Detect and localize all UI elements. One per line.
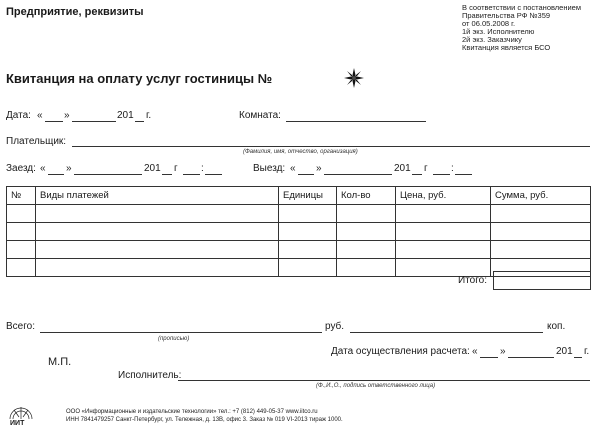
kop-label: коп. xyxy=(547,321,566,332)
printer-info-line: ИНН 7841479257 Санкт-Петербург, ул. Тележная, д. 13В, офис 3. Заказ № 019 VI-2013 тираж 1000. xyxy=(66,416,343,423)
settlement-day-field[interactable] xyxy=(480,357,498,358)
checkout-minute-field[interactable] xyxy=(455,174,472,175)
table-cell[interactable] xyxy=(279,205,337,223)
executor-hint: (Ф.,И.,О., подпись ответственного лица) xyxy=(316,383,436,389)
checkin-close-quote: » xyxy=(66,163,72,174)
payments-table xyxy=(6,186,591,277)
table-total-label: Итого: xyxy=(458,275,487,286)
settlement-year-prefix: 201 xyxy=(556,346,573,357)
grand-total-label: Всего: xyxy=(6,321,35,332)
checkout-year-prefix: 201 xyxy=(394,163,411,174)
checkout-label: Выезд: xyxy=(253,163,286,174)
checkin-minute-field[interactable] xyxy=(205,174,222,175)
star-icon xyxy=(344,68,364,88)
logo-text: ИИТ xyxy=(10,420,25,427)
checkin-colon: : xyxy=(201,163,204,174)
checkout-day-field[interactable] xyxy=(298,174,314,175)
date-open-quote: « xyxy=(37,110,43,121)
table-cell[interactable] xyxy=(491,223,591,241)
form-title: Квитанция на оплату услуг гостиницы № xyxy=(6,71,273,86)
rub-label: руб. xyxy=(325,321,345,332)
notice-line: 2й экз. Заказчику xyxy=(462,35,522,44)
table-cell[interactable] xyxy=(396,205,491,223)
col-header-price: Цена, руб. xyxy=(396,187,491,205)
checkin-day-field[interactable] xyxy=(48,174,64,175)
checkin-open-quote: « xyxy=(40,163,46,174)
col-header-payment-type: Виды платежей xyxy=(36,187,279,205)
grand-total-words-field[interactable] xyxy=(40,332,322,333)
checkout-year-suffix: г xyxy=(424,163,428,174)
table-cell[interactable] xyxy=(491,205,591,223)
checkin-label: Заезд: xyxy=(6,163,36,174)
regulation-notice xyxy=(462,4,581,52)
checkout-hour-field[interactable] xyxy=(433,174,450,175)
table-header-row xyxy=(7,187,591,205)
table-cell[interactable] xyxy=(337,205,396,223)
col-header-sum: Сумма, руб. xyxy=(491,187,591,205)
date-month-field[interactable] xyxy=(72,121,116,122)
table-cell[interactable] xyxy=(36,241,279,259)
settlement-year-suffix: г. xyxy=(584,346,590,357)
executor-label: Исполнитель: xyxy=(118,370,182,381)
organization-label: Предприятие, реквизиты xyxy=(6,6,144,18)
table-cell[interactable] xyxy=(279,259,337,277)
table-cell[interactable] xyxy=(279,223,337,241)
table-cell[interactable] xyxy=(337,259,396,277)
col-header-number: № xyxy=(7,187,36,205)
table-cell[interactable] xyxy=(7,241,36,259)
checkout-open-quote: « xyxy=(290,163,296,174)
checkout-year-field[interactable] xyxy=(412,174,422,175)
checkout-close-quote: » xyxy=(316,163,322,174)
col-header-quantity: Кол-во xyxy=(337,187,396,205)
settlement-close-quote: » xyxy=(500,346,506,357)
table-cell[interactable] xyxy=(396,259,491,277)
checkin-year-suffix: г xyxy=(174,163,178,174)
date-year-field[interactable] xyxy=(135,121,144,122)
printer-info-line: ООО «Информационные и издательские технологии» тел.: +7 (812) 449-05-37 www.iitco.ru xyxy=(66,409,318,415)
checkin-year-prefix: 201 xyxy=(144,163,161,174)
table-cell[interactable] xyxy=(7,205,36,223)
room-field[interactable] xyxy=(286,121,426,122)
executor-field[interactable] xyxy=(178,380,590,381)
stamp-label: М.П. xyxy=(48,356,72,368)
table-total-field[interactable] xyxy=(493,271,591,290)
table-cell[interactable] xyxy=(7,223,36,241)
payer-label: Плательщик: xyxy=(6,136,67,147)
checkin-hour-field[interactable] xyxy=(183,174,200,175)
table-row xyxy=(7,241,591,259)
notice-line: Правительства РФ №359 xyxy=(462,11,551,20)
table-cell[interactable] xyxy=(36,223,279,241)
table-cell[interactable] xyxy=(337,241,396,259)
table-cell[interactable] xyxy=(337,223,396,241)
col-header-units: Единицы xyxy=(279,187,337,205)
table-cell[interactable] xyxy=(396,223,491,241)
payer-field[interactable] xyxy=(72,146,590,147)
checkin-year-field[interactable] xyxy=(162,174,172,175)
printer-info xyxy=(66,409,343,424)
table-cell[interactable] xyxy=(279,241,337,259)
notice-line: от 06.05.2008 г. xyxy=(462,19,516,28)
room-label: Комната: xyxy=(239,110,281,121)
notice-line: 1й экз. Исполнителю xyxy=(462,27,535,36)
checkout-colon: : xyxy=(451,163,454,174)
date-close-quote: » xyxy=(64,110,70,121)
date-label: Дата: xyxy=(6,110,31,121)
in-words-hint: (прописью) xyxy=(158,336,190,342)
checkin-month-field[interactable] xyxy=(74,174,142,175)
table-cell[interactable] xyxy=(396,241,491,259)
notice-line: Квитанция является БСО xyxy=(462,43,551,52)
notice-line: В соответствии с постановлением xyxy=(462,3,582,12)
checkout-month-field[interactable] xyxy=(324,174,392,175)
date-year-suffix: г. xyxy=(146,110,152,121)
table-cell[interactable] xyxy=(36,205,279,223)
settlement-date-label: Дата осуществления расчета: xyxy=(331,346,470,357)
settlement-open-quote: « xyxy=(472,346,478,357)
payer-hint: (Фамилия, имя, отчество, организация) xyxy=(243,149,358,155)
settlement-month-field[interactable] xyxy=(508,357,554,358)
table-cell[interactable] xyxy=(491,241,591,259)
date-year-prefix: 201 xyxy=(117,110,134,121)
date-day-field[interactable] xyxy=(45,121,63,122)
settlement-year-field[interactable] xyxy=(574,357,582,358)
table-row xyxy=(7,223,591,241)
table-cell[interactable] xyxy=(36,259,279,277)
table-row xyxy=(7,205,591,223)
kopecks-field[interactable] xyxy=(350,332,543,333)
table-cell[interactable] xyxy=(7,259,36,277)
